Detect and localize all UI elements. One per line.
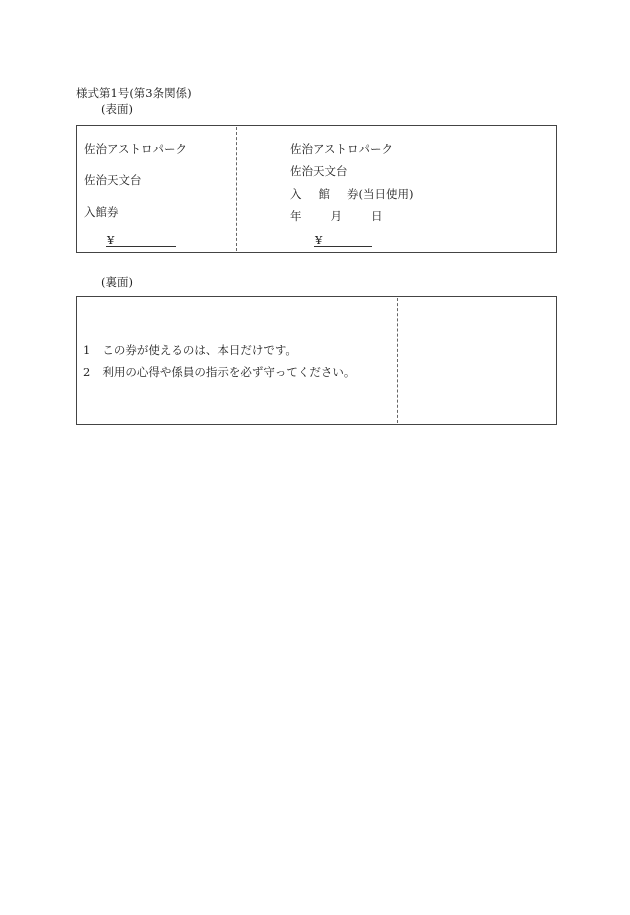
- stub-building-name: 佐治天文台: [84, 173, 142, 187]
- note-text: この券が使えるのは、本日だけです。: [102, 343, 297, 357]
- form-title: 様式第1号(第3条関係): [76, 86, 192, 100]
- stub-facility-name: 佐治アストロパーク: [84, 142, 188, 156]
- back-note-2: [83, 367, 355, 379]
- stub-amount-line: [106, 246, 176, 247]
- note-number: 1: [83, 343, 91, 357]
- main-yen-sign: ¥: [315, 233, 323, 247]
- main-ticket-label: 入 館 券(当日使用): [290, 187, 414, 201]
- front-perforation-line: [236, 127, 237, 251]
- back-note-1: [83, 345, 297, 357]
- back-perforation-line: [397, 298, 398, 423]
- main-amount-line: [314, 246, 372, 247]
- back-side-label: (裏面): [101, 275, 133, 289]
- note-text: 利用の心得や係員の指示を必ず守ってください。: [102, 365, 356, 379]
- main-facility-name: 佐治アストロパーク: [290, 142, 394, 156]
- front-side-label: (表面): [101, 102, 133, 116]
- back-ticket-box: [76, 296, 557, 425]
- main-date-fields: 年 月 日: [290, 209, 383, 223]
- note-number: 2: [83, 365, 91, 379]
- stub-ticket-label: 入館券: [84, 205, 119, 219]
- main-building-name: 佐治天文台: [290, 164, 348, 178]
- stub-yen-sign: ¥: [107, 233, 115, 247]
